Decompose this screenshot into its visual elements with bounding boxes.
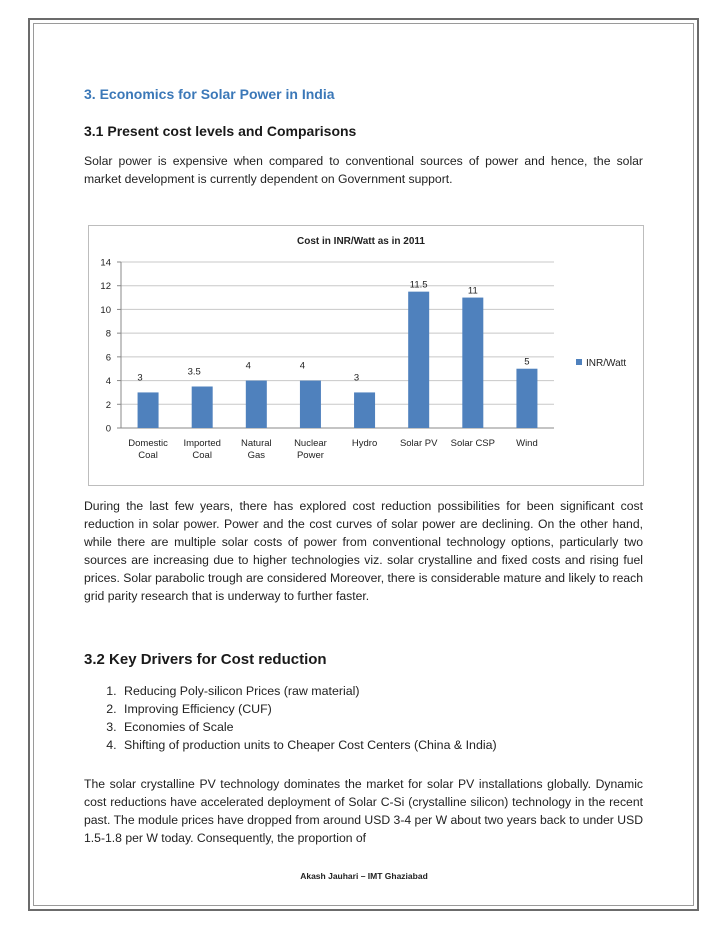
subsection-3-1-title: 3.1 Present cost levels and Comparisons <box>84 123 357 139</box>
bar <box>192 387 213 429</box>
data-label: 4 <box>245 360 251 372</box>
section-title: 3. Economics for Solar Power in India <box>84 86 335 102</box>
cost-chart-svg <box>89 226 643 485</box>
bar <box>246 381 267 428</box>
cost-chart <box>88 225 644 486</box>
y-tick-label: 12 <box>100 281 111 293</box>
section-3-content <box>84 86 643 188</box>
y-tick-label: 0 <box>105 423 111 435</box>
bar <box>354 392 375 428</box>
x-tick-label: Coal <box>138 450 158 461</box>
y-tick-label: 2 <box>105 399 111 411</box>
chart-title: Cost in INR/Watt as in 2011 <box>297 236 425 247</box>
y-tick-label: 10 <box>100 304 111 316</box>
x-tick-label: Gas <box>247 450 266 461</box>
data-label: 3 <box>137 372 143 384</box>
y-tick-label: 6 <box>105 352 111 364</box>
data-label: 11 <box>467 285 478 297</box>
x-tick-label: Coal <box>192 450 212 461</box>
x-tick-label: Natural <box>241 438 272 449</box>
data-label: 3.5 <box>187 366 201 378</box>
list-item: 1. Reducing Poly-silicon Prices (raw material) <box>120 682 643 700</box>
paragraph-pv-technology: The solar crystalline PV technology dominates the market for solar PV installations globally. Dynamic cost reductions have accelerated deployment of Solar C-Si (crystalline silicon) technology in the recent past. The module prices have dropped from around USD 3-4 per W about two years back to under USD 1.5-1.8 per W today. Consequently, the proportion of <box>84 777 643 845</box>
bar <box>516 369 537 428</box>
y-tick-label: 8 <box>105 328 111 340</box>
paragraph-cost-trend: During the last few years, there has explored cost reduction possibilities for been significant cost reduction in solar power. Power and the cost curves of solar power are declining. On the other hand, while there are multiple solar costs of power from conventional technology options, particularly two sources are increasing due to higher technologies viz. solar crystalline and fixed costs and rising fuel prices. Solar parabolic trough are considered Moreover, there is considerable mature and likely to reach grid parity research that is underway to further faster. <box>84 499 643 603</box>
pv-technology-section <box>84 775 643 847</box>
y-tick-label: 4 <box>105 376 111 388</box>
bar <box>408 292 429 428</box>
list-item: 4. Shifting of production units to Cheaper Cost Centers (China & India) <box>120 736 643 754</box>
list-item: 3. Economies of Scale <box>120 718 643 736</box>
subsection-3-2-title: 3.2 Key Drivers for Cost reduction <box>84 651 327 668</box>
key-drivers-list <box>84 682 643 754</box>
page-footer: Akash Jauhari – IMT Ghaziabad <box>300 871 428 881</box>
data-label: 11.5 <box>409 279 428 291</box>
x-tick-label: Power <box>296 450 324 461</box>
legend-label: INR/Watt <box>586 358 627 369</box>
cost-trend-section <box>84 497 643 605</box>
x-tick-label: Nuclear <box>294 438 327 449</box>
bar <box>462 298 483 428</box>
data-label: 3 <box>353 372 360 384</box>
key-drivers-section <box>84 651 643 754</box>
bar <box>138 392 159 428</box>
bar <box>300 381 321 428</box>
paragraph-intro: Solar power is expensive when compared to conventional sources of power and hence, the solar market development is currently dependent on Government support. <box>84 154 643 186</box>
y-tick-label: 14 <box>100 257 111 269</box>
x-tick-label: Hydro <box>351 438 378 449</box>
legend-swatch <box>576 359 582 365</box>
x-tick-label: Imported <box>183 438 221 449</box>
data-label: 4 <box>299 360 306 372</box>
x-tick-label: Domestic <box>128 438 168 449</box>
x-tick-label: Solar CSP <box>450 438 495 449</box>
x-tick-label: Solar PV <box>399 438 438 449</box>
list-item: 2. Improving Efficiency (CUF) <box>120 700 643 718</box>
data-label: 5 <box>524 356 530 368</box>
x-tick-label: Wind <box>516 438 538 449</box>
